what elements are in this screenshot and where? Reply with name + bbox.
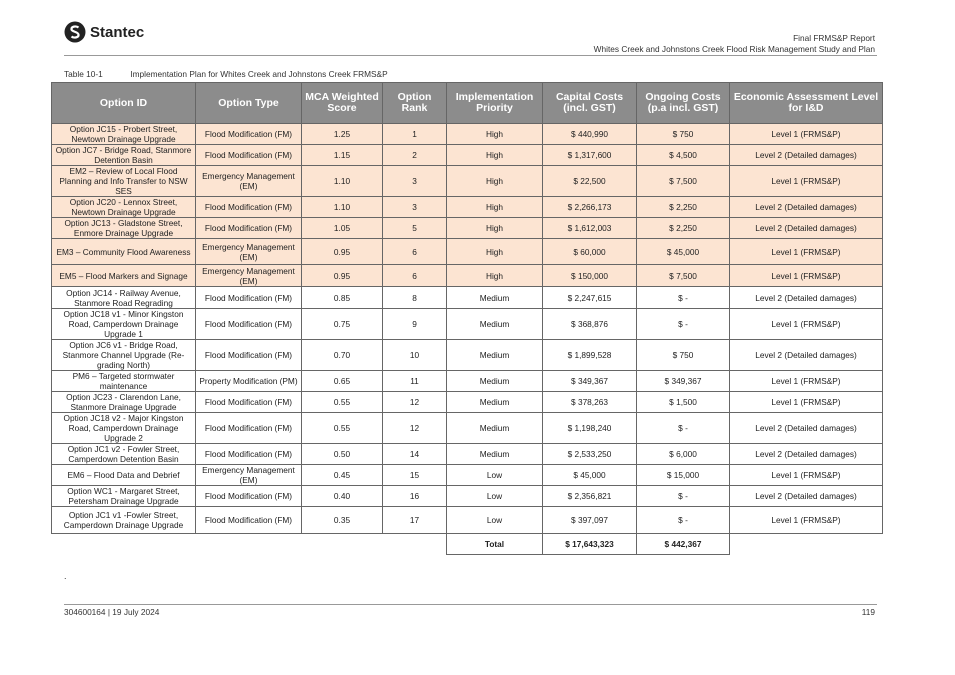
table-cell: PM6 – Targeted stormwater maintenance bbox=[52, 371, 196, 392]
table-cell: $ 397,097 bbox=[543, 507, 637, 534]
table-row bbox=[52, 287, 883, 309]
table-cell: High bbox=[447, 218, 543, 239]
table-cell: 0.85 bbox=[302, 287, 383, 309]
table-cell: 0.50 bbox=[302, 444, 383, 465]
table-cell: Option JC18 v2 - Major Kingston Road, Camperdown Drainage Upgrade 2 bbox=[52, 413, 196, 444]
total-spacer bbox=[730, 534, 883, 555]
table-cell: Medium bbox=[447, 413, 543, 444]
table-cell: Level 2 (Detailed damages) bbox=[730, 340, 883, 371]
table-cell: Low bbox=[447, 507, 543, 534]
table-cell: $ 1,317,600 bbox=[543, 145, 637, 166]
table-cell: Option JC14 - Railway Avenue, Stanmore Road Regrading bbox=[52, 287, 196, 309]
report-subtitle: Whites Creek and Johnstons Creek Flood Risk Management Study and Plan bbox=[593, 44, 875, 54]
table-cell: $ - bbox=[637, 413, 730, 444]
table-cell: $ 2,356,821 bbox=[543, 486, 637, 507]
table-cell: $ 150,000 bbox=[543, 265, 637, 287]
table-cell: $ 4,500 bbox=[637, 145, 730, 166]
table-cell: Level 1 (FRMS&P) bbox=[730, 124, 883, 145]
page-number: 119 bbox=[861, 607, 875, 617]
table-cell: 1.25 bbox=[302, 124, 383, 145]
table-cell: $ 7,500 bbox=[637, 166, 730, 197]
table-cell: 6 bbox=[383, 239, 447, 265]
table-cell: 0.75 bbox=[302, 309, 383, 340]
total-label: Total bbox=[447, 534, 543, 555]
stantec-logo bbox=[64, 21, 144, 43]
table-cell: $ 1,612,003 bbox=[543, 218, 637, 239]
table-row bbox=[52, 145, 883, 166]
table-cell: 2 bbox=[383, 145, 447, 166]
table-cell: High bbox=[447, 265, 543, 287]
table-cell: Level 1 (FRMS&P) bbox=[730, 309, 883, 340]
table-cell: 1 bbox=[383, 124, 447, 145]
table-cell: Emergency Management (EM) bbox=[196, 239, 302, 265]
table-cell: $ 750 bbox=[637, 340, 730, 371]
table-cell: 17 bbox=[383, 507, 447, 534]
table-cell: Flood Modification (FM) bbox=[196, 197, 302, 218]
table-row bbox=[52, 166, 883, 197]
table-cell: $ 2,533,250 bbox=[543, 444, 637, 465]
footnote-mark: . bbox=[64, 571, 67, 581]
table-cell: Option JC18 v1 - Minor Kingston Road, Camperdown Drainage Upgrade 1 bbox=[52, 309, 196, 340]
table-cell: Option JC6 v1 - Bridge Road, Stanmore Channel Upgrade (Re-grading North) bbox=[52, 340, 196, 371]
table-cell: 0.70 bbox=[302, 340, 383, 371]
table-cell: Flood Modification (FM) bbox=[196, 444, 302, 465]
table-cell: 0.35 bbox=[302, 507, 383, 534]
table-row bbox=[52, 413, 883, 444]
table-cell: Emergency Management (EM) bbox=[196, 166, 302, 197]
table-number: Table 10-1 bbox=[64, 69, 103, 79]
table-cell: Option JC15 - Probert Street, Newtown Drainage Upgrade bbox=[52, 124, 196, 145]
table-cell: Level 2 (Detailed damages) bbox=[730, 413, 883, 444]
table-cell: High bbox=[447, 239, 543, 265]
table-cell: Flood Modification (FM) bbox=[196, 218, 302, 239]
table-cell: 0.40 bbox=[302, 486, 383, 507]
table-cell: 16 bbox=[383, 486, 447, 507]
table-cell: Low bbox=[447, 465, 543, 486]
table-cell: 14 bbox=[383, 444, 447, 465]
table-cell: Level 1 (FRMS&P) bbox=[730, 371, 883, 392]
table-cell: 15 bbox=[383, 465, 447, 486]
table-cell: High bbox=[447, 166, 543, 197]
table-cell: $ - bbox=[637, 507, 730, 534]
table-cell: $ - bbox=[637, 486, 730, 507]
table-cell: EM6 – Flood Data and Debrief bbox=[52, 465, 196, 486]
table-cell: 3 bbox=[383, 197, 447, 218]
table-cell: High bbox=[447, 124, 543, 145]
table-cell: 10 bbox=[383, 340, 447, 371]
table-cell: Low bbox=[447, 486, 543, 507]
table-cell: $ 2,247,615 bbox=[543, 287, 637, 309]
table-cell: 1.15 bbox=[302, 145, 383, 166]
table-cell: 0.95 bbox=[302, 239, 383, 265]
col-header: Implementation Priority bbox=[447, 83, 543, 124]
table-cell: Flood Modification (FM) bbox=[196, 486, 302, 507]
table-cell: Flood Modification (FM) bbox=[196, 340, 302, 371]
table-cell: $ 60,000 bbox=[543, 239, 637, 265]
table-cell: Medium bbox=[447, 444, 543, 465]
total-row bbox=[52, 534, 883, 555]
doc-reference: 304600164 | 19 July 2024 bbox=[64, 607, 160, 617]
table-cell: Level 1 (FRMS&P) bbox=[730, 239, 883, 265]
table-cell: $ 440,990 bbox=[543, 124, 637, 145]
table-cell: EM2 – Review of Local Flood Planning and Info Transfer to NSW SES bbox=[52, 166, 196, 197]
table-cell: Level 2 (Detailed damages) bbox=[730, 444, 883, 465]
table-cell: Level 2 (Detailed damages) bbox=[730, 486, 883, 507]
table-cell: 3 bbox=[383, 166, 447, 197]
table-row bbox=[52, 124, 883, 145]
table-cell: $ 750 bbox=[637, 124, 730, 145]
table-row bbox=[52, 340, 883, 371]
col-header: Option Rank bbox=[383, 83, 447, 124]
table-cell: $ 1,198,240 bbox=[543, 413, 637, 444]
table-cell: 1.05 bbox=[302, 218, 383, 239]
table-cell: Level 2 (Detailed damages) bbox=[730, 145, 883, 166]
table-header-row bbox=[52, 83, 883, 124]
table-cell: Medium bbox=[447, 287, 543, 309]
table-row bbox=[52, 265, 883, 287]
table-cell: $ 45,000 bbox=[637, 239, 730, 265]
table-cell: 0.95 bbox=[302, 265, 383, 287]
table-cell: Flood Modification (FM) bbox=[196, 287, 302, 309]
header-divider bbox=[64, 55, 877, 56]
table-cell: $ 22,500 bbox=[543, 166, 637, 197]
table-cell: Medium bbox=[447, 392, 543, 413]
table-cell: Property Modification (PM) bbox=[196, 371, 302, 392]
table-cell: $ 368,876 bbox=[543, 309, 637, 340]
col-header: Ongoing Costs (p.a incl. GST) bbox=[637, 83, 730, 124]
table-cell: Flood Modification (FM) bbox=[196, 124, 302, 145]
table-cell: Level 2 (Detailed damages) bbox=[730, 197, 883, 218]
table-row bbox=[52, 507, 883, 534]
table-cell: 1.10 bbox=[302, 166, 383, 197]
table-cell: Option JC7 - Bridge Road, Stanmore Detention Basin bbox=[52, 145, 196, 166]
table-cell: $ 45,000 bbox=[543, 465, 637, 486]
table-cell: 5 bbox=[383, 218, 447, 239]
table-cell: Level 1 (FRMS&P) bbox=[730, 507, 883, 534]
table-cell: 0.45 bbox=[302, 465, 383, 486]
table-cell: Flood Modification (FM) bbox=[196, 309, 302, 340]
table-cell: $ 2,266,173 bbox=[543, 197, 637, 218]
table-row bbox=[52, 218, 883, 239]
table-cell: 12 bbox=[383, 413, 447, 444]
table-cell: Medium bbox=[447, 309, 543, 340]
table-cell: 0.55 bbox=[302, 413, 383, 444]
report-header bbox=[594, 33, 875, 55]
total-capital: $ 17,643,323 bbox=[543, 534, 637, 555]
table-cell: EM3 – Community Flood Awareness bbox=[52, 239, 196, 265]
table-row bbox=[52, 392, 883, 413]
table-cell: Option JC1 v1 -Fowler Street, Camperdown Drainage Upgrade bbox=[52, 507, 196, 534]
col-header: Option Type bbox=[196, 83, 302, 124]
table-row bbox=[52, 465, 883, 486]
table-cell: Option JC13 - Gladstone Street, Enmore Drainage Upgrade bbox=[52, 218, 196, 239]
table-cell: $ 15,000 bbox=[637, 465, 730, 486]
table-cell: Emergency Management (EM) bbox=[196, 265, 302, 287]
col-header: MCA Weighted Score bbox=[302, 83, 383, 124]
table-cell: Emergency Management (EM) bbox=[196, 465, 302, 486]
table-cell: $ 349,367 bbox=[637, 371, 730, 392]
footer-divider bbox=[64, 604, 877, 605]
table-cell: $ 349,367 bbox=[543, 371, 637, 392]
table-row bbox=[52, 309, 883, 340]
report-title: Final FRMS&P Report bbox=[793, 33, 875, 43]
table-row bbox=[52, 486, 883, 507]
table-cell: Flood Modification (FM) bbox=[196, 145, 302, 166]
table-title: Implementation Plan for Whites Creek and Johnstons Creek FRMS&P bbox=[130, 69, 388, 79]
table-cell: High bbox=[447, 145, 543, 166]
table-cell: 0.55 bbox=[302, 392, 383, 413]
table-cell: Option WC1 - Margaret Street, Petersham Drainage Upgrade bbox=[52, 486, 196, 507]
table-row bbox=[52, 371, 883, 392]
table-cell: Level 1 (FRMS&P) bbox=[730, 392, 883, 413]
table-cell: Level 2 (Detailed damages) bbox=[730, 287, 883, 309]
table-caption bbox=[64, 69, 388, 79]
stantec-logo-icon bbox=[64, 21, 86, 43]
table-cell: Option JC23 - Clarendon Lane, Stanmore Drainage Upgrade bbox=[52, 392, 196, 413]
table-cell: $ - bbox=[637, 287, 730, 309]
total-ongoing: $ 442,367 bbox=[637, 534, 730, 555]
table-cell: $ - bbox=[637, 309, 730, 340]
table-cell: High bbox=[447, 197, 543, 218]
col-header: Economic Assessment Level for I&D bbox=[730, 83, 883, 124]
table-cell: Flood Modification (FM) bbox=[196, 413, 302, 444]
table-cell: $ 2,250 bbox=[637, 197, 730, 218]
table-cell: Level 2 (Detailed damages) bbox=[730, 218, 883, 239]
table-row bbox=[52, 444, 883, 465]
table-cell: 9 bbox=[383, 309, 447, 340]
table-cell: $ 7,500 bbox=[637, 265, 730, 287]
table-cell: Medium bbox=[447, 371, 543, 392]
table-cell: Level 1 (FRMS&P) bbox=[730, 465, 883, 486]
table-row bbox=[52, 239, 883, 265]
table-cell: $ 1,899,528 bbox=[543, 340, 637, 371]
table-cell: Option JC20 - Lennox Street, Newtown Drainage Upgrade bbox=[52, 197, 196, 218]
table-cell: 1.10 bbox=[302, 197, 383, 218]
table-cell: Level 1 (FRMS&P) bbox=[730, 166, 883, 197]
table-cell: 6 bbox=[383, 265, 447, 287]
total-spacer bbox=[52, 534, 447, 555]
col-header: Capital Costs (incl. GST) bbox=[543, 83, 637, 124]
table-cell: EM5 – Flood Markers and Signage bbox=[52, 265, 196, 287]
table-cell: 12 bbox=[383, 392, 447, 413]
table-cell: $ 378,263 bbox=[543, 392, 637, 413]
table-cell: 11 bbox=[383, 371, 447, 392]
table-cell: Level 1 (FRMS&P) bbox=[730, 265, 883, 287]
implementation-plan-table bbox=[51, 82, 883, 555]
brand-name: Stantec bbox=[90, 23, 145, 41]
table-cell: Flood Modification (FM) bbox=[196, 392, 302, 413]
table-cell: Medium bbox=[447, 340, 543, 371]
table-cell: Option JC1 v2 - Fowler Street, Camperdown Detention Basin bbox=[52, 444, 196, 465]
table-row bbox=[52, 197, 883, 218]
col-header: Option ID bbox=[52, 83, 196, 124]
table-cell: Flood Modification (FM) bbox=[196, 507, 302, 534]
table-cell: 8 bbox=[383, 287, 447, 309]
table-cell: 0.65 bbox=[302, 371, 383, 392]
table-cell: $ 6,000 bbox=[637, 444, 730, 465]
table-cell: $ 1,500 bbox=[637, 392, 730, 413]
table-cell: $ 2,250 bbox=[637, 218, 730, 239]
